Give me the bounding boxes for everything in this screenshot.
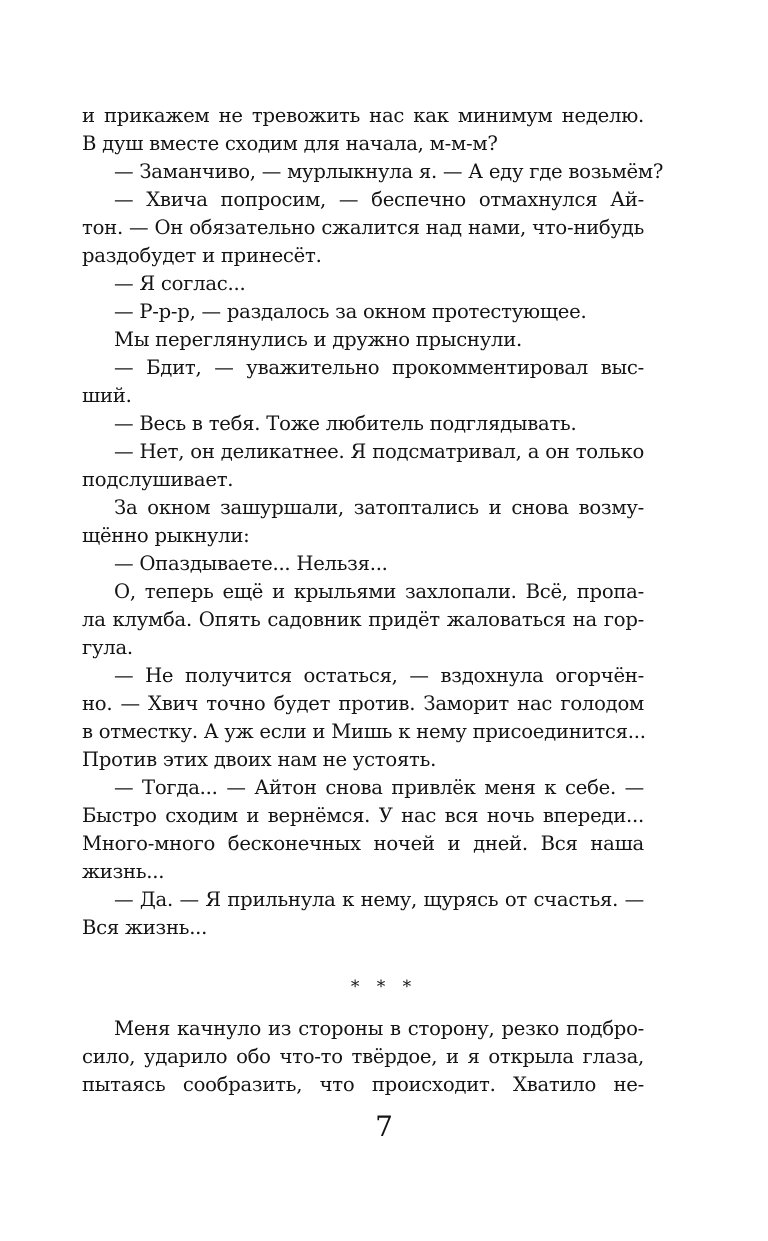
text-line: Против этих двоих нам не устоять. [82, 748, 437, 771]
text-line: и прикажем не тревожить нас как минимум неделю. [82, 104, 644, 127]
text-line: — Хвича попросим, — беспечно отмахнулся Ай- [114, 188, 644, 211]
text-line: — Заманчиво, — мурлыкнула я. — А еду где возьмём? [114, 160, 664, 183]
text-line: жизнь... [82, 860, 165, 883]
text-line: щённо рыкнули: [82, 524, 250, 547]
text-line: — Нет, он деликатнее. Я подсматривал, а он только [114, 440, 644, 463]
text-line: — Тогда... — Айтон снова привлёк меня к себе. — [114, 776, 644, 799]
text-line: За окном зашуршали, затоптались и снова возму- [114, 496, 644, 519]
text-line: — Опаздываете... Нельзя... [114, 552, 388, 575]
text-line: В душ вместе сходим для начала, м-м-м? [82, 132, 498, 155]
text-line: — Р-р-р, — раздалось за окном протестующее. [114, 300, 587, 323]
text-line: раздобудет и принесёт. [82, 244, 322, 267]
text-line: сило, ударило обо что-то твёрдое, и я открыла глаза, [82, 1045, 644, 1068]
text-line: Вся жизнь... [82, 916, 208, 939]
text-line: ший. [82, 384, 132, 407]
text-line: Быстро сходим и вернёмся. У нас вся ночь впереди... [82, 804, 644, 827]
text-line: О, теперь ещё и крыльями захлопали. Всё, пропа- [114, 580, 644, 603]
text-line: но. — Хвич точно будет против. Заморит нас голодом [82, 692, 644, 715]
text-line: — Бдит, — уважительно прокомментировал выс- [114, 356, 644, 379]
text-line: в отместку. А уж если и Мишь к нему присоединится... [82, 720, 646, 743]
text-line: Меня качнуло из стороны в сторону, резко подбро- [114, 1017, 644, 1040]
text-line: — Я соглас... [114, 272, 246, 295]
text-line: ла клумба. Опять садовник придёт жаловаться на гор- [82, 608, 644, 631]
text-line: гула. [82, 636, 133, 659]
text-line: — Да. — Я прильнула к нему, щурясь от счастья. — [114, 888, 644, 911]
section-separator: * * * [350, 977, 418, 997]
text-line: подслушивает. [82, 468, 234, 491]
text-line: пытаясь сообразить, что происходит. Хватило не- [82, 1073, 644, 1096]
text-line: тон. — Он обязательно сжалится над нами, что-нибудь [82, 216, 644, 239]
page-number: 7 [375, 1110, 393, 1143]
text-line: — Не получится остаться, — вздохнула огорчён- [114, 664, 644, 687]
text-line: Много-много бесконечных ночей и дней. Вся наша [82, 832, 644, 855]
text-line: — Весь в тебя. Тоже любитель подглядывать. [114, 412, 577, 435]
text-line: Мы переглянулись и дружно прыснули. [114, 328, 522, 351]
